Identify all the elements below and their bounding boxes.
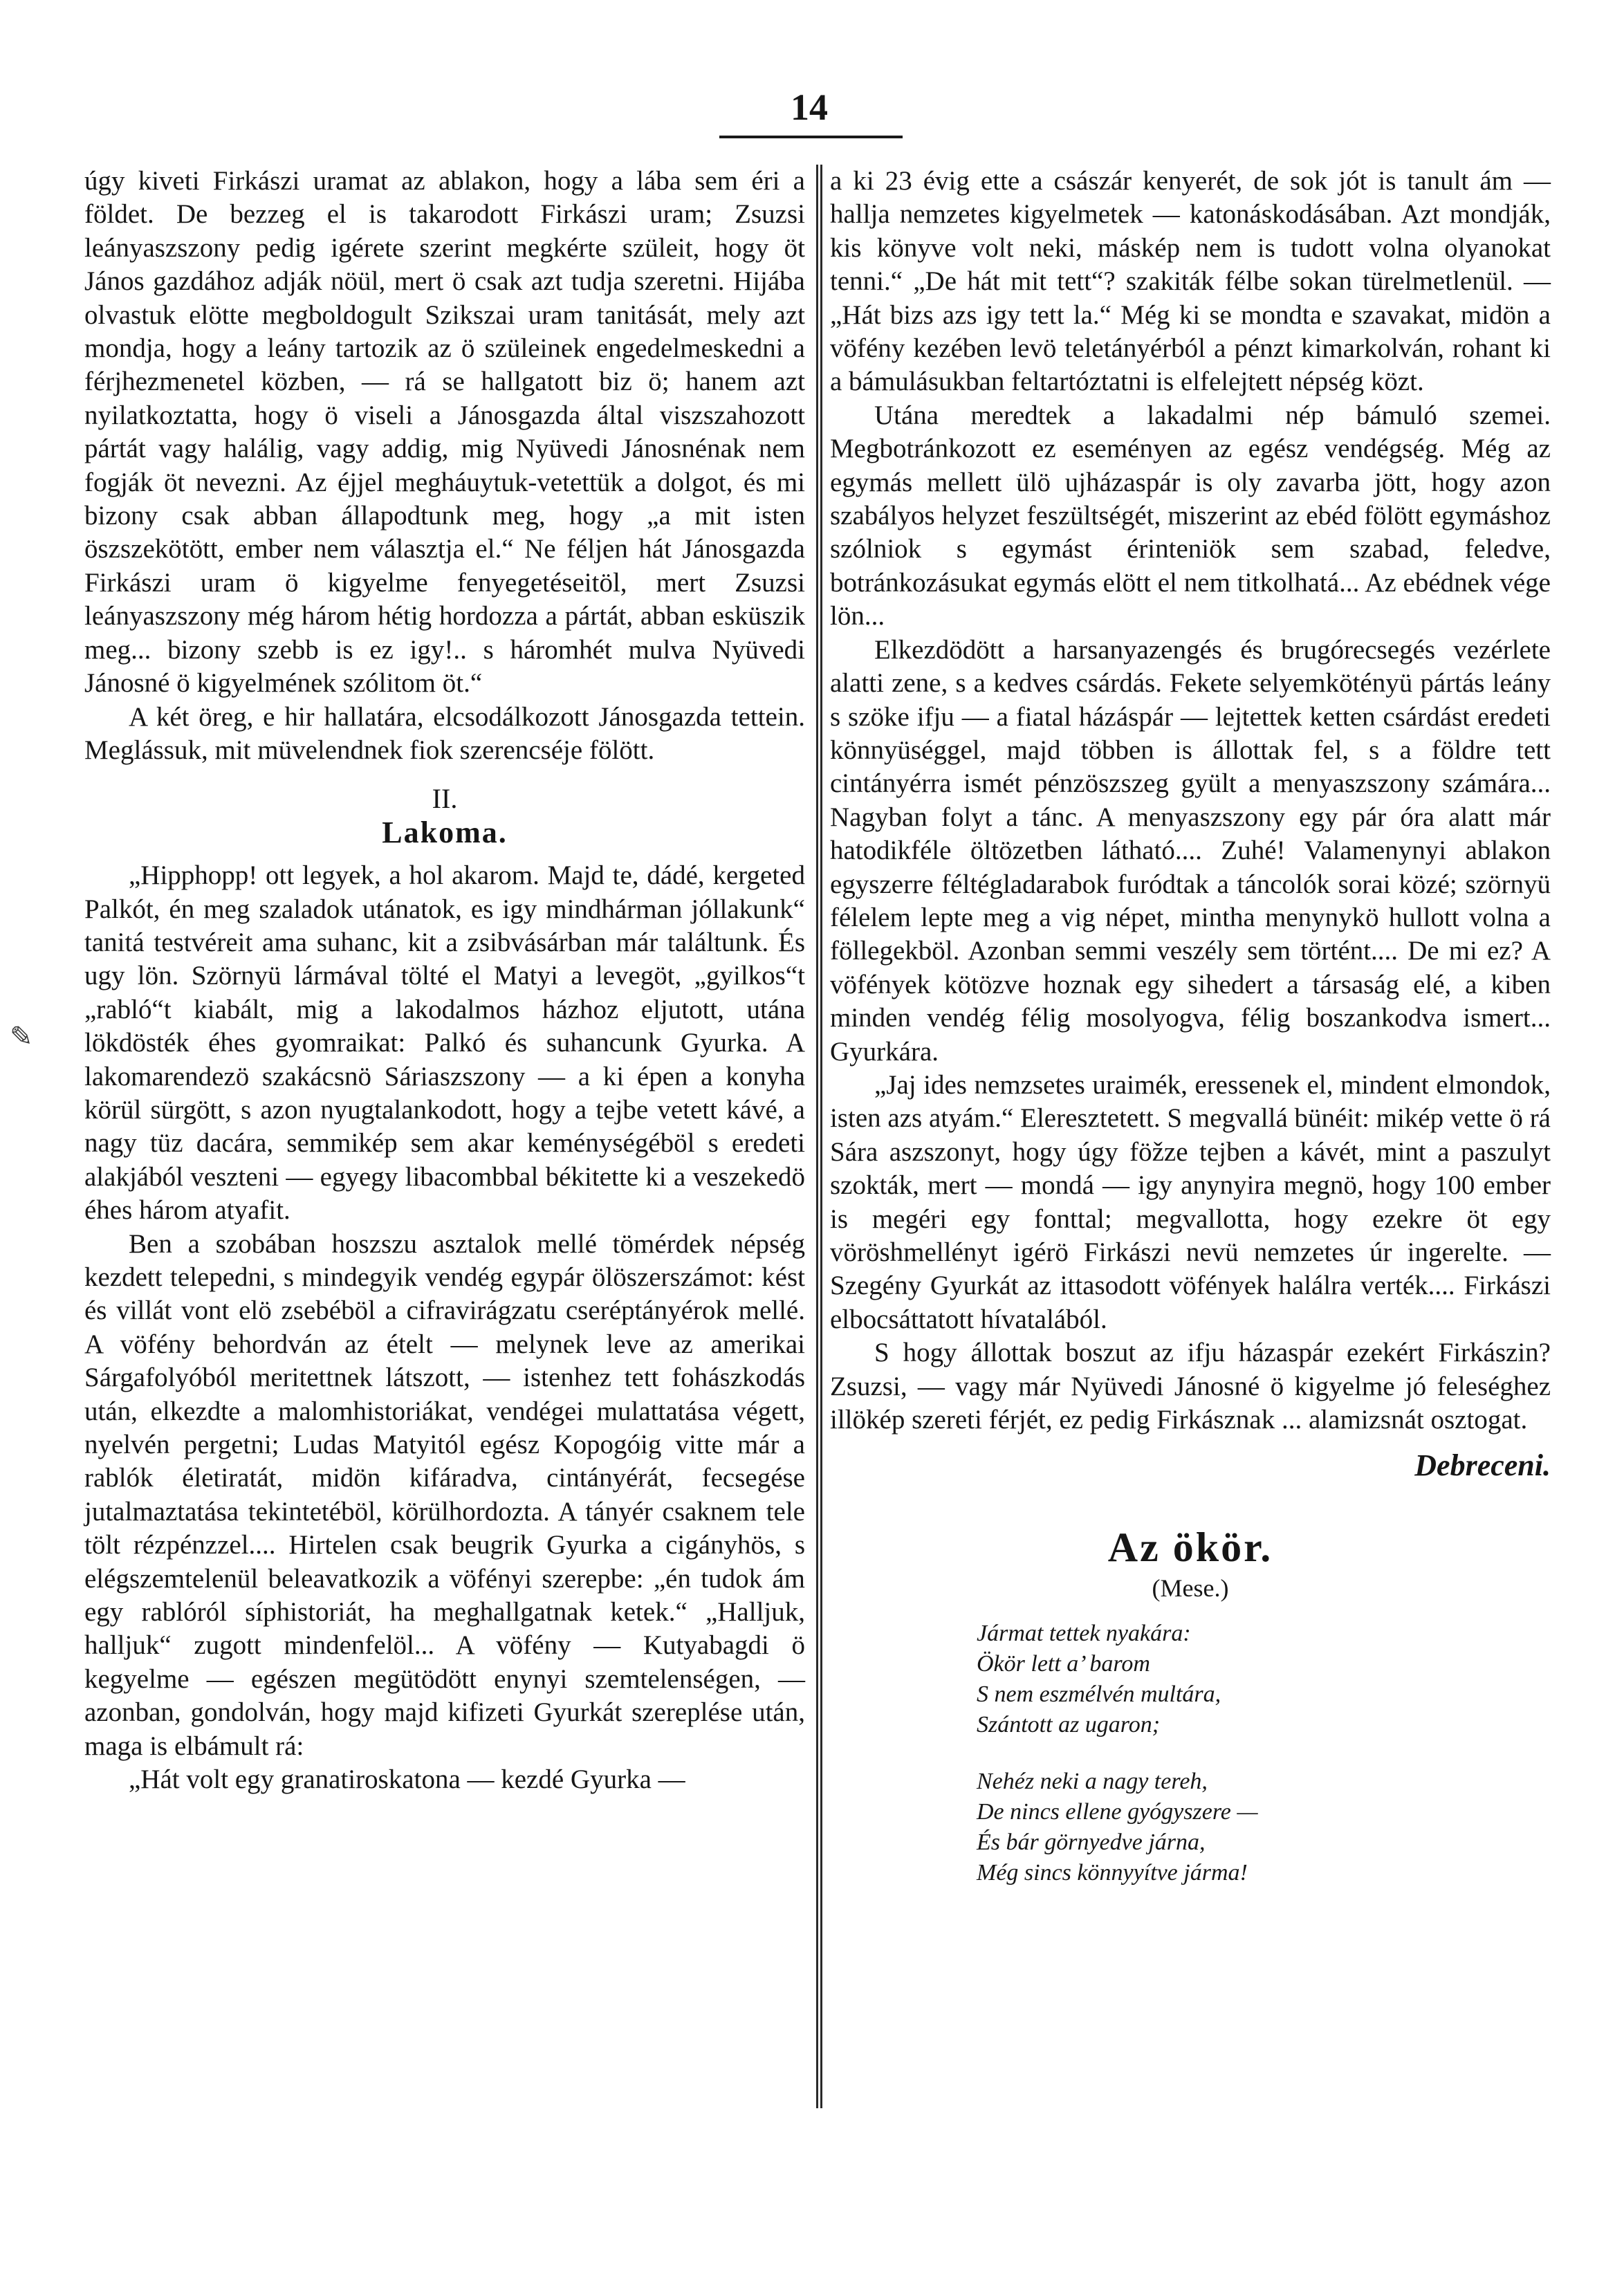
margin-mark: ✎ [10, 1021, 33, 1053]
paragraph: Utána meredtek a lakadalmi nép bámuló szemei. Megbotránkozott ez eseményen az egész vendégség. Még az egymás mellett ülö ujházaspár is oly zavarba jött, hogy azon szabályos helyzet feszültségét, miszerint az ebéd fölött egymáshoz szólniok s egymást érinteniök sem szabad, feledve, botránkozásukat egymás elött el nem titkolhatá... Az ebédnek vége lön... [830, 400, 1551, 632]
poem-stanza [977, 1767, 1551, 1888]
poem-line: Ökör lett a’ barom [977, 1651, 1150, 1677]
page-number: 14 [791, 86, 828, 128]
poem-line: Még sincs könnyyítve járma! [977, 1860, 1248, 1886]
poem-line: Jármat tettek nyakára: [977, 1621, 1191, 1647]
poem-line: De nincs ellene gyógyszere — [977, 1799, 1258, 1825]
paragraph: „Hipphopp! ott legyek, a hol akarom. Majd te, dádé, kergeted Palkót, én meg szaladok utánatok, es igy mindhárman jóllakunk“ tanitá testvéreit ama suhanc, kit a zsibvásárban már találtunk. És ugy lön. Szörnyü lármával tölté el Matyi a levegöt, „gyilkos“t „rabló“t kiabált, mig a lakodalmos házhoz eljutott, utána lökdösték éhes gyomraikat: Palkó és suhancunk Gyurka. A lakomarendezö szakácsnö Sáriaszszony — a ki épen a konyha körül sürgött, s azon nyugtalankodott, hogy a tejbe vetett kávé, a nagy tüz dacára, semmikép sem akar keménységéböl s eredeti alakjából veszteni — egyegy libacombbal békitette ki a veszekedö éhes három atyafit. [84, 860, 805, 1226]
paragraph: Ben a szobában hoszszu asztalok mellé tömérdek népség kezdett telepedni, s mindegyik vendég egypár ölöszerszámot: kést és villát vont elö zsebéböl a cifravirágzatu cseréptányérok mellé. A vöfény behordván az ételt — melynek leve az amerikai Sárgafolyóból meritettnek látszott, — istenhez tett fohászkodás után, elkezdte a malomhistoriákat, vendégei mulattatása végett, nyelvén pergetni; Ludas Matyitól egész Kopogóig vitte már a rablók életiratát, midön kifáradva, cintányérát, fecsegése jutalmaztatása tekintetéböl, körülhordozta. A tányér csaknem tele tölt rézpénzzel.... Hirtelen csak beugrik Gyurka a cigányhös, s elégszemtelenül beleavatkozik a vöfényi szerepbe: „én tudok ám egy rablóról síphistoriát, ha meghallgatnak ketek.“ „Halljuk, halljuk“ zugott mindenfelöl... A vöfény — Kutyabagdi ö kegyelme — egészen megütödött enynyi szemtelenségen, — azonban, gondolván, hogy majd kifizeti Gyurkát szereplése után, maga is elbámult rá: [84, 1228, 805, 1761]
header-rule [719, 136, 903, 138]
signature: Debreceni. [1414, 1448, 1551, 1483]
poem-subtitle: (Mese.) [1152, 1574, 1229, 1602]
poem-line: S nem eszmélvén multára, [977, 1681, 1221, 1708]
paragraph: „Hát volt egy granatiroskatona — kezdé Gyurka — [129, 1764, 685, 1795]
poem-line: Nehéz neki a nagy tereh, [977, 1769, 1208, 1795]
paragraph: A két öreg, e hir hallatára, elcsodálkozott Jánosgazda tettein. Meglássuk, mit müvelendnek fiok szerencséje fölött. [84, 701, 805, 765]
column-divider-2 [820, 165, 822, 2108]
poem-stanza [977, 1619, 1551, 1740]
paragraph: „Jaj ides nemzsetes uraimék, eressenek el, mindent elmondok, isten azs atyám.“ Eleresztetett. S megvallá bünéit: mikép vette ö rá Sára aszszonyt, hogy úgy föžze tejben a kávét, mint a paszulyt szokták, mert — mondá — igy anynyira megnö, hogy 100 ember is megéri egy fonttal; megvallotta, hogy ezekre öt egy vöröshmellényt igérö Firkászi nevü nemzetes úr ingerelte. — Szegény Gyurkát az ittasodott vöfények halálra verték.... Firkászi elbocsáttatott hívatalából. [830, 1069, 1551, 1334]
section-title: Lakoma. [382, 815, 508, 849]
section-number: II. [432, 783, 458, 815]
left-column [84, 165, 805, 1797]
poem-line: Szántott az ugaron; [977, 1712, 1161, 1738]
column-divider-1 [816, 165, 818, 2108]
right-column [830, 165, 1551, 1888]
paragraph: úgy kiveti Firkászi uramat az ablakon, hogy a lába sem éri a földet. De bezzeg el is takarodott Firkászi uram; Zsuzsi leányaszszony pedig igérete szerint megkérte szüleit, hogy öt János gazdához adják nöül, mert ö csak azt tudja szeretni. Hijába olvastuk elötte megboldogult Szikszai uram tanitását, mely azt mondja, hogy a leány tartozik az ö szüleinek engedelmeskedni a férjhezmenetel közben, — rá se hallgatott biz ö; hanem azt nyilatkoztatta, hogy ö viseli a Jánosgazda által viszszahozott pártát vagy halálig, vagy addig, mig Nyüvedi Jánosnénak nem fogják öt nevezni. Az éjjel megháuytuk-vetettük a dolgot, és mi bizony csak abban állapodtunk meg, hogy „a mit isten öszszekötött, ember nem választja el.“ Ne féljen hát Jánosgazda Firkászi uram ö kigyelme fenyegetéseitöl, mert Zsuzsi leányaszszony még három hétig hordozza a pártát, abban esküszik meg... bizony szebb is ez igy!.. s háromhét mulva Nyüvedi Jánosné ö kigyelmének szólitom öt.“ [84, 166, 805, 699]
paragraph: a ki 23 évig ette a császár kenyerét, de sok jót is tanult ám — hallja nemzetes kigyelmetek — katonáskodásában. Azt mondják, kis könyve volt neki, máskép nem is tudott volna olyanokat tenni.“ „De hát mit tett“? szakiták félbe sokan türelmetlenül. — „Hát bizs azs igy tett la.“ Még ki se mondta e szavakat, midön a vöfény kezében levö teletányérból a pénzt kimarkolván, rohant ki a bámulásukban feltartóztatni is elfelejtett népség közt. [830, 166, 1551, 397]
paragraph: Elkezdödött a harsanyazengés és brugórecsegés vezérlete alatti zene, s a kedves csárdás. Fekete selyemkötényü pártás leány s szöke ifju — a fiatal házáspár — lejtettek ketten csárdást eredeti könnyüséggel, majd többen is állottak fel, s a földre tett cintányérra ismét pénzöszszeg gyült a menyaszszony számára... Nagyban folyt a tánc. A menyaszszony egy pár óra alatt már hatodikféle öltözetben látható.... Zuhé! Valamenynyi ablakon egyszerre féltégladarabok furódtak a táncolók sorai közé; szörnyü félelem lepte meg a vig népet, mintha menynykö hullott volna a föllegekböl. Azonban semmi veszély sem történt.... De mi ez? A vöfények kötözve hoznak egy sihedert a társaság elé, a kiben minden vendég félig mosolyogva, félig boszankodva ismert... Gyurkára. [830, 634, 1551, 1067]
paragraph: S hogy állottak boszut az ifju házaspár ezekért Firkászin? Zsuzsi, — vagy már Nyüvedi Jánosné ö kigyelme jó feleséghez illökép szereti férjét, ez pedig Firkásznak ... alamizsnát osztogat. [830, 1338, 1551, 1435]
poem-title: Az ökör. [1107, 1524, 1273, 1570]
poem-line: És bár görnyedve járna, [977, 1829, 1206, 1856]
